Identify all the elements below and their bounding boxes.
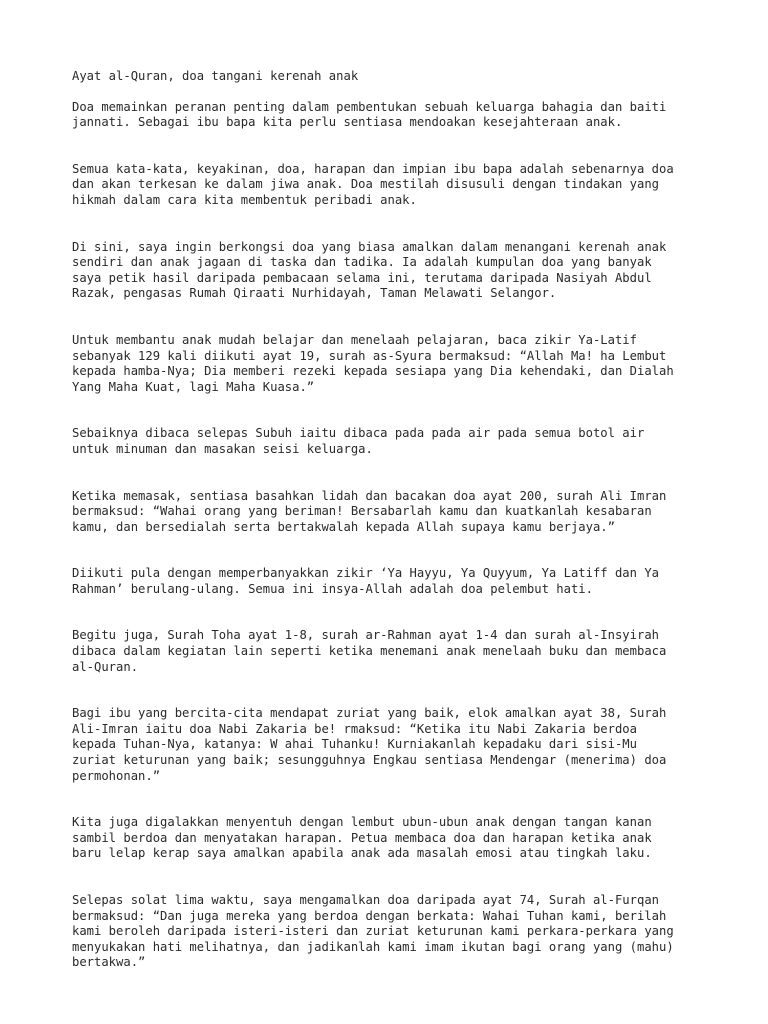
document-title: Ayat al-Quran, doa tangani kerenah anak bbox=[72, 69, 359, 83]
paragraph-3: Di sini, saya ingin berkongsi doa yang biasa amalkan dalam menangani kerenah anak sendiri dan anak jagaan di taska dan tadika. Ia adalah kumpulan doa yang banyak saya petik hasil daripada pembacaan selama ini, terutama daripada Nasiyah Abdul Razak, pengasas Rumah Qiraati Nurhidayah, Taman Melawati Selangor. bbox=[72, 239, 667, 301]
paragraph-1: Doa memainkan peranan penting dalam pembentukan sebuah keluarga bahagia dan baiti jannati. Sebagai ibu bapa kita perlu sentiasa mendoakan kesejahteraan anak. bbox=[72, 99, 667, 130]
paragraph-8: Begitu juga, Surah Toha ayat 1-8, surah ar-Rahman ayat 1-4 dan surah al-Insyirah dibaca dalam kegiatan lain seperti ketika menemani anak menelaah buku dan membaca al-Quran. bbox=[72, 628, 667, 674]
paragraph-5: Sebaiknya dibaca selepas Subuh iaitu dibaca pada pada air pada semua botol air untuk minuman dan masakan seisi keluarga. bbox=[72, 426, 645, 456]
paragraph-4: Untuk membantu anak mudah belajar dan menelaah pelajaran, baca zikir Ya-Latif sebanyak 129 kali diikuti ayat 19, surah as-Syura bermaksud: “Allah Ma! ha Lembut kepada hamba-Nya; Dia memberi rezeki kepada sesiapa yang Dia kehendaki, dan Dialah Yang Maha Kuat, lagi Maha Kuasa.” bbox=[72, 332, 674, 394]
paragraph-7: Diikuti pula dengan memperbanyakkan zikir ‘Ya Hayyu, Ya Quyyum, Ya Latiff dan Ya Rahman’ berulang-ulang. Semua ini insya-Allah adalah doa pelembut hati. bbox=[72, 566, 659, 596]
paragraph-9: Bagi ibu yang bercita-cita mendapat zuriat yang baik, elok amalkan ayat 38, Surah Ali-Imran iaitu doa Nabi Zakaria be! rmaksud: “Ketika itu Nabi Zakaria berdoa kepada Tuhan-Nya, katanya: W ahai Tuhanku! Kurniakanlah kepadaku dari sisi-Mu zuriat keturunan yang baik; sesungguhnya Engkau sentiasa Mendengar (menerima) doa permohonan.” bbox=[72, 706, 667, 783]
paragraph-10: Kita juga digalakkan menyentuh dengan lembut ubun-ubun anak dengan tangan kanan sambil berdoa dan menyatakan harapan. Petua membaca doa dan harapan ketika anak baru lelap kerap saya amalkan apabila anak ada masalah emosi atau tingkah laku. bbox=[72, 815, 652, 861]
document-page bbox=[72, 69, 702, 971]
paragraph-6: Ketika memasak, sentiasa basahkan lidah dan bacakan doa ayat 200, surah Ali Imran bermaksud: “Wahai orang yang beriman! Bersabarlah kamu dan kuatkanlah kesabaran kamu, dan bersedialah serta bertakwalah kepada Allah supaya kamu berjaya.” bbox=[72, 488, 667, 534]
paragraph-11: Selepas solat lima waktu, saya mengamalkan doa daripada ayat 74, Surah al-Furqan bermaksud: “Dan juga mereka yang berdoa dengan berkata: Wahai Tuhan kami, berilah kami beroleh daripada isteri-isteri dan zuriat keturunan kami perkara-perkara yang menyukakan hati melihatnya, dan jadikanlah kami imam ikutan bagi orang yang (mahu) bertakwa.” bbox=[72, 893, 674, 970]
paragraph-2: Semua kata-kata, keyakinan, doa, harapan dan impian ibu bapa adalah sebenarnya doa dan akan terkesan ke dalam jiwa anak. Doa mestilah disusuli dengan tindakan yang hikmah dalam cara kita membentuk peribadi anak. bbox=[72, 161, 674, 207]
